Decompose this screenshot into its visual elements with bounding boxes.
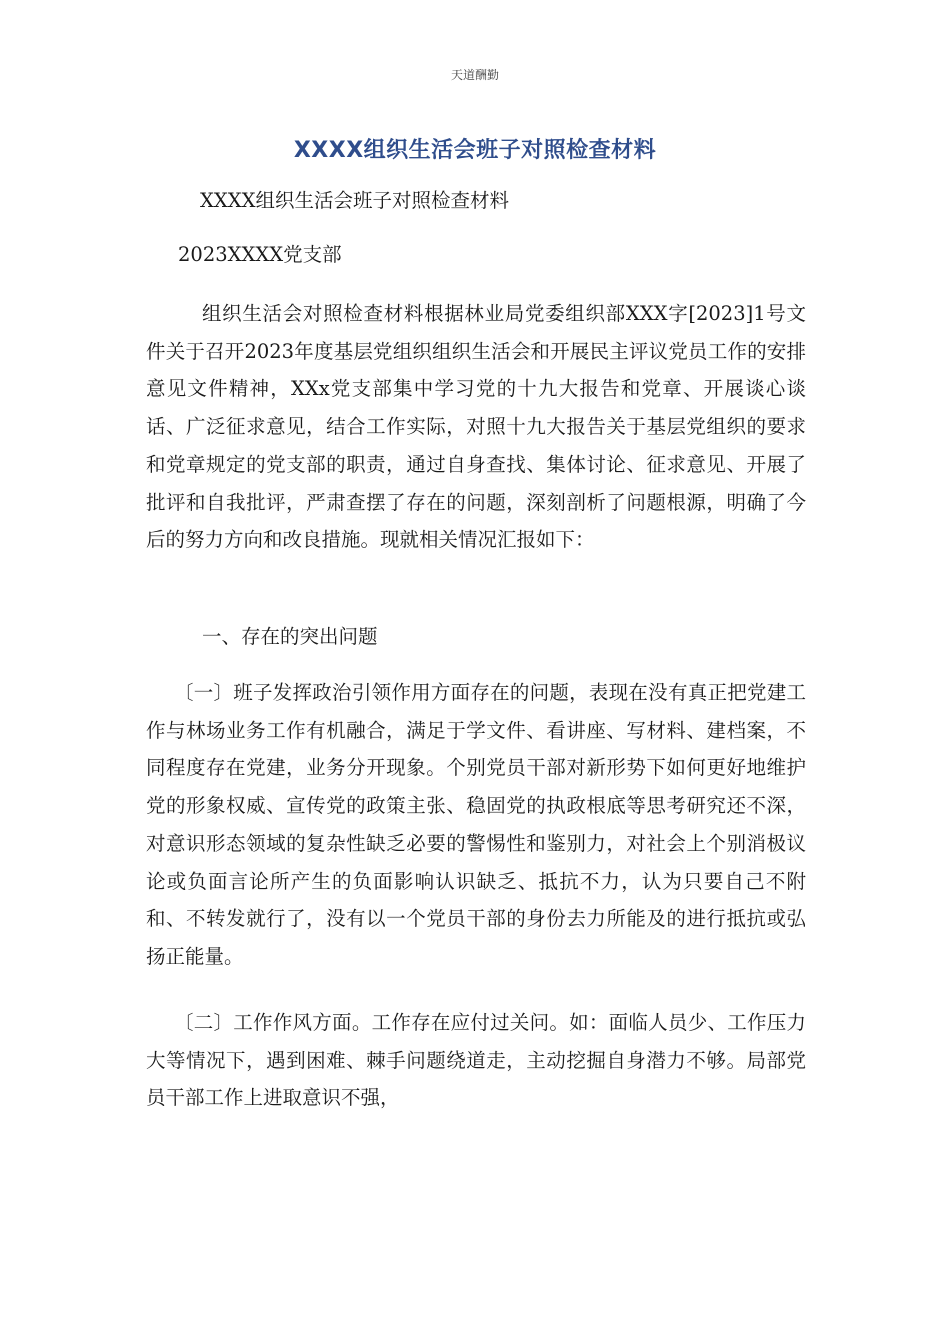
section-heading: 一、存在的突出问题 xyxy=(202,625,378,648)
intro-paragraph: 组织生活会对照检查材料根据林业局党委组织部XXX字[2023]1号文件关于召开2023年度基层党组织组织生活会和开展民主评议党员工作的安排意见文件精神，XXx党支部集中学习党的十九大报告和党章、开展谈心谈话、广泛征求意见，结合工作实际，对照十九大报告关于基层党组织的要求和党章规定的党支部的职责，通过自身查找、集体讨论、征求意见、开展了批评和自我批评，严肃查摆了存在的问题，深刻剖析了问题根源，明确了今后的努力方向和改良措施。现就相关情况汇报如下： xyxy=(146,302,806,552)
document-title: XXXX组织生活会班子对照检查材料 xyxy=(293,138,657,163)
page-header: 天道酬勤 xyxy=(450,68,499,82)
department-line: 2023XXXX党支部 xyxy=(178,243,342,266)
issue-paragraph-1: 〔一〕班子发挥政治引领作用方面存在的问题，表现在没有真正把党建工作与林场业务工作有机融合，满足于学文件、看讲座、写材料、建档案，不同程度存在党建，业务分开现象。个别党员干部对新形势下如何更好地维护党的形象权威、宣传党的政策主张、稳固党的执政根底等思考研究还不深，对意识形态领域的复杂性缺乏必要的警惕性和鉴别力，对社会上个别消极议论或负面言论所产生的负面影响认识缺乏、抵抗不力，认为只要自己不附和、不转发就行了，没有以一个党员干部的身份去力所能及的进行抵抗或弘扬正能量。 xyxy=(146,681,806,968)
document-subtitle: XXXX组织生活会班子对照检查材料 xyxy=(200,189,510,212)
issue-paragraph-2: 〔二〕工作作风方面。工作存在应付过关问。如：面临人员少、工作压力大等情况下，遇到困难、棘手问题绕道走，主动挖掘自身潜力不够。局部党员干部工作上进取意识不强， xyxy=(146,1011,806,1110)
